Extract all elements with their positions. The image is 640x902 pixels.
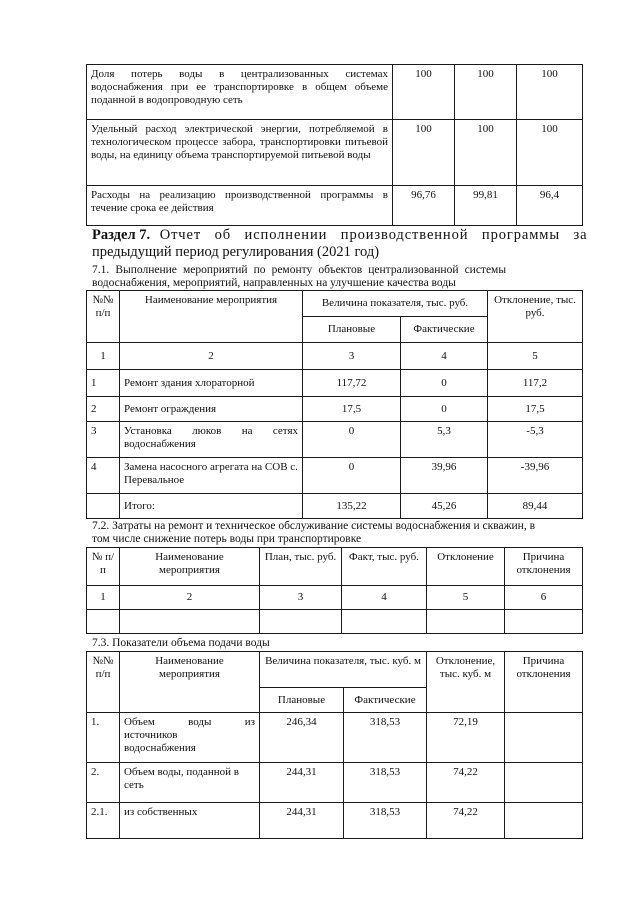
fact-value: 318,53 bbox=[344, 763, 427, 803]
header-num: №№ п/п bbox=[87, 652, 120, 713]
empty-cell bbox=[427, 610, 505, 634]
indicator-name: Доля потерь воды в централизованных системах водоснабжения при ее транспортировке в общем объеме поданной в водопроводную сеть bbox=[87, 65, 393, 120]
index-cell: 5 bbox=[427, 586, 505, 610]
table-row bbox=[87, 186, 583, 226]
table-row bbox=[87, 763, 583, 803]
total-label: Итого: bbox=[120, 494, 303, 519]
row-number: 2.1. bbox=[87, 803, 120, 839]
deviation-value: 17,5 bbox=[488, 397, 583, 422]
table-row bbox=[87, 120, 583, 186]
row-number bbox=[87, 494, 120, 519]
empty-cell bbox=[87, 610, 120, 634]
table-header-row bbox=[87, 652, 583, 688]
fact-value: 318,53 bbox=[344, 713, 427, 763]
deviation-value: -5,3 bbox=[488, 422, 583, 458]
section-title-line2: предыдущий период регулирования (2021 год) bbox=[92, 244, 380, 260]
row-number: 1 bbox=[87, 370, 120, 397]
total-row bbox=[87, 494, 583, 519]
header-plan: Плановые bbox=[260, 688, 344, 713]
header-reason: Причина отклонения bbox=[505, 652, 583, 713]
table-header-row bbox=[87, 291, 583, 317]
section-label: Раздел 7. bbox=[92, 227, 151, 243]
indicator-value: 96,76 bbox=[393, 186, 455, 226]
index-cell: 1 bbox=[87, 586, 120, 610]
header-deviation: Отклонение, тыс. руб. bbox=[488, 291, 583, 343]
header-plan: План, тыс. руб. bbox=[260, 548, 342, 586]
indicator-value: 100 bbox=[517, 65, 583, 120]
table-row bbox=[87, 370, 583, 397]
row-number: 3 bbox=[87, 422, 120, 458]
indicator-value: 99,81 bbox=[455, 186, 517, 226]
index-cell: 4 bbox=[401, 343, 488, 370]
table-row bbox=[87, 803, 583, 839]
row-number: 2. bbox=[87, 763, 120, 803]
row-number: 4 bbox=[87, 458, 120, 494]
index-cell: 6 bbox=[505, 586, 583, 610]
header-value: Величина показателя, тыс. куб. м bbox=[260, 652, 427, 688]
measure-name: Ремонт здания хлораторной bbox=[120, 370, 303, 397]
plan-value: 244,31 bbox=[260, 763, 344, 803]
indicator-name: Удельный расход электрической энергии, потребляемой в технологическом процессе забора, транспортировки питьевой воды, на единицу объема транспортируемой питьевой воды bbox=[87, 120, 393, 186]
plan-value: 0 bbox=[303, 422, 401, 458]
header-num: № п/п bbox=[87, 548, 120, 586]
indicator-name: Расходы на реализацию производственной программы в течение срока ее действия bbox=[87, 186, 393, 226]
subsection-7-2-line2: том числе снижение потерь воды при транспортировке bbox=[92, 533, 362, 545]
header-name: Наименование мероприятия bbox=[120, 548, 260, 586]
fact-value: 5,3 bbox=[401, 422, 488, 458]
header-reason: Причина отклонения bbox=[505, 548, 583, 586]
indicator-value: 100 bbox=[455, 65, 517, 120]
header-name: Наименование мероприятия bbox=[120, 291, 303, 343]
deviation-value: 117,2 bbox=[488, 370, 583, 397]
table-header-row bbox=[87, 548, 583, 586]
fact-value: 0 bbox=[401, 397, 488, 422]
indicator-value: 100 bbox=[393, 120, 455, 186]
section-heading bbox=[92, 227, 592, 243]
index-cell: 3 bbox=[303, 343, 401, 370]
index-cell: 5 bbox=[488, 343, 583, 370]
header-deviation: Отклонение, тыс. куб. м bbox=[427, 652, 505, 713]
subsection-7-1-line2: водоснабжения, мероприятий, направленных на улучшение качества воды bbox=[92, 277, 456, 289]
indicators-table bbox=[86, 64, 583, 226]
plan-value: 244,31 bbox=[260, 803, 344, 839]
table-row bbox=[87, 422, 583, 458]
fact-value: 39,96 bbox=[401, 458, 488, 494]
subsection-7-1-line1: 7.1. Выполнение мероприятий по ремонту объектов централизованной системы bbox=[92, 264, 507, 276]
table-row bbox=[87, 65, 583, 120]
measure-name: Установка люков на сетях водоснабжения bbox=[120, 422, 303, 458]
header-fact: Фактические bbox=[344, 688, 427, 713]
indicator-value: 100 bbox=[393, 65, 455, 120]
indicator-name: Объем воды из источников водоснабжения bbox=[120, 713, 260, 763]
fact-total: 45,26 bbox=[401, 494, 488, 519]
plan-value: 0 bbox=[303, 458, 401, 494]
index-cell: 3 bbox=[260, 586, 342, 610]
plan-value: 246,34 bbox=[260, 713, 344, 763]
table-row bbox=[87, 458, 583, 494]
maintenance-table bbox=[86, 547, 583, 634]
repair-table bbox=[86, 290, 583, 519]
reason-cell bbox=[505, 763, 583, 803]
water-supply-table bbox=[86, 651, 583, 839]
header-fact: Фактические bbox=[401, 317, 488, 343]
deviation-value: 72,19 bbox=[427, 713, 505, 763]
row-number: 1. bbox=[87, 713, 120, 763]
deviation-value: 74,22 bbox=[427, 803, 505, 839]
subsection-7-3: 7.3. Показатели объема подачи воды bbox=[92, 637, 270, 649]
table-row bbox=[87, 397, 583, 422]
deviation-total: 89,44 bbox=[488, 494, 583, 519]
index-row bbox=[87, 343, 583, 370]
plan-total: 135,22 bbox=[303, 494, 401, 519]
indicator-value: 100 bbox=[455, 120, 517, 186]
index-row bbox=[87, 586, 583, 610]
empty-cell bbox=[342, 610, 427, 634]
index-cell: 2 bbox=[120, 586, 260, 610]
indicator-name: из собственных bbox=[120, 803, 260, 839]
index-cell: 2 bbox=[120, 343, 303, 370]
header-name: Наименование мероприятия bbox=[120, 652, 260, 713]
plan-value: 117,72 bbox=[303, 370, 401, 397]
indicator-name: Объем воды, поданной в сеть bbox=[120, 763, 260, 803]
index-cell: 1 bbox=[87, 343, 120, 370]
deviation-value: 74,22 bbox=[427, 763, 505, 803]
section-title: Отчет об исполнении производственной программы за bbox=[159, 227, 588, 243]
empty-cell bbox=[120, 610, 260, 634]
plan-value: 17,5 bbox=[303, 397, 401, 422]
empty-cell bbox=[505, 610, 583, 634]
fact-value: 0 bbox=[401, 370, 488, 397]
table-row bbox=[87, 713, 583, 763]
deviation-value: -39,96 bbox=[488, 458, 583, 494]
measure-name: Замена насосного агрегата на СОВ с. Перевальное bbox=[120, 458, 303, 494]
empty-row bbox=[87, 610, 583, 634]
indicator-value: 96,4 bbox=[517, 186, 583, 226]
header-value: Величина показателя, тыс. руб. bbox=[303, 291, 488, 317]
reason-cell bbox=[505, 803, 583, 839]
header-num: №№ п/п bbox=[87, 291, 120, 343]
reason-cell bbox=[505, 713, 583, 763]
measure-name: Ремонт ограждения bbox=[120, 397, 303, 422]
index-cell: 4 bbox=[342, 586, 427, 610]
row-number: 2 bbox=[87, 397, 120, 422]
header-fact: Факт, тыс. руб. bbox=[342, 548, 427, 586]
indicator-value: 100 bbox=[517, 120, 583, 186]
header-deviation: Отклонение bbox=[427, 548, 505, 586]
empty-cell bbox=[260, 610, 342, 634]
subsection-7-2-line1: 7.2. Затраты на ремонт и техническое обслуживание системы водоснабжения и скважин, в bbox=[92, 520, 536, 532]
header-plan: Плановые bbox=[303, 317, 401, 343]
fact-value: 318,53 bbox=[344, 803, 427, 839]
